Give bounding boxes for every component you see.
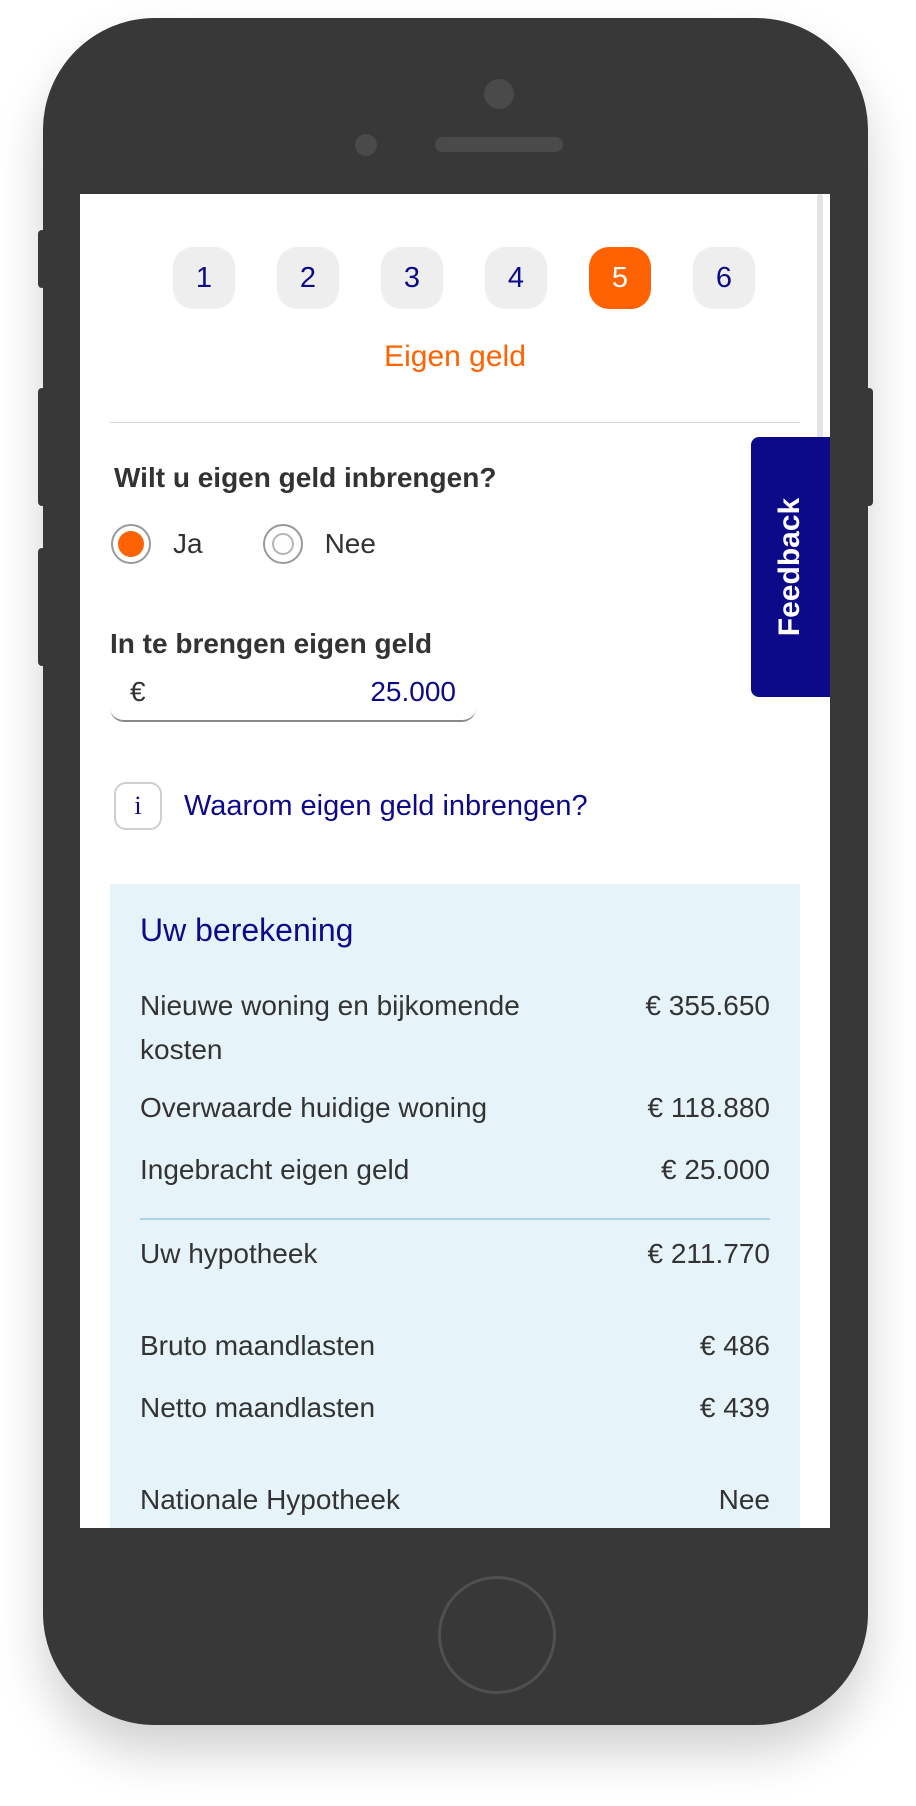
step-1[interactable]: 1: [173, 247, 235, 309]
calc-row-net-monthly: [140, 1386, 770, 1430]
radio-label-nee: Nee: [324, 528, 376, 559]
calculation-title: Uw berekening: [140, 912, 354, 948]
own-money-question: Wilt u eigen geld inbrengen?: [114, 462, 497, 493]
amount-field-label: In te brengen eigen geld: [110, 628, 433, 659]
calc-row-label: Netto maandlasten: [140, 1392, 376, 1423]
calc-row-amount: € 25.000: [661, 1154, 770, 1185]
step-indicator: [173, 247, 755, 309]
calc-row-label: Ingebracht eigen geld: [140, 1154, 410, 1185]
calc-row-amount: € 486: [699, 1330, 770, 1361]
step-title: Eigen geld: [384, 340, 526, 373]
info-icon[interactable]: i: [114, 782, 162, 830]
proximity-sensor: [355, 134, 377, 156]
section-divider: [110, 422, 800, 423]
calculation-panel: [110, 884, 800, 1528]
calc-row-nhg: [140, 1478, 770, 1522]
calc-row-amount: Nee: [718, 1484, 770, 1515]
radio-selected-dot: [118, 531, 144, 557]
mute-switch: [38, 230, 46, 288]
calc-row-label: Overwaarde huidige woning: [140, 1092, 488, 1123]
step-6[interactable]: 6: [693, 247, 755, 309]
front-camera: [484, 79, 514, 109]
calc-row-label: Bruto maandlasten: [140, 1330, 376, 1361]
earpiece-speaker: [435, 137, 563, 152]
why-own-money-text[interactable]: Waarom eigen geld inbrengen?: [184, 789, 588, 822]
home-button[interactable]: [438, 1576, 556, 1694]
radio-empty-ring: [272, 533, 294, 555]
calc-separator: [140, 1218, 770, 1220]
calc-row-amount: € 439: [699, 1392, 770, 1423]
page-scrollbar[interactable]: [817, 194, 823, 474]
amount-value[interactable]: 25.000: [370, 676, 456, 707]
radio-button-nee[interactable]: [263, 524, 303, 564]
feedback-tab[interactable]: [751, 437, 830, 697]
calc-row-new-home: [140, 984, 770, 1072]
volume-up-button: [38, 388, 46, 506]
step-4[interactable]: 4: [485, 247, 547, 309]
step-5[interactable]: 5: [589, 247, 651, 309]
own-money-amount-input[interactable]: [110, 666, 476, 722]
power-button: [865, 388, 873, 506]
step-2[interactable]: 2: [277, 247, 339, 309]
calc-row-amount: € 211.770: [647, 1238, 770, 1269]
calc-row-label: Nationale Hypotheek: [140, 1484, 400, 1515]
calc-row-own-money: [140, 1148, 770, 1192]
feedback-label: Feedback: [773, 497, 807, 637]
calc-row-amount: € 118.880: [647, 1092, 770, 1123]
calc-row-label: Nieuwe woning en bijkomende kosten: [140, 990, 520, 1065]
own-money-radio-group: [111, 524, 376, 564]
volume-down-button: [38, 548, 46, 666]
step-3[interactable]: 3: [381, 247, 443, 309]
radio-option-nee[interactable]: [263, 524, 376, 564]
calc-row-amount: € 355.650: [645, 990, 770, 1021]
currency-symbol: €: [130, 676, 146, 707]
radio-label-ja: Ja: [173, 528, 203, 559]
radio-button-ja[interactable]: [111, 524, 151, 564]
calc-row-mortgage: [140, 1232, 770, 1276]
radio-option-ja[interactable]: [111, 524, 203, 564]
calc-row-surplus: [140, 1086, 770, 1130]
calc-row-label: Uw hypotheek: [140, 1238, 318, 1269]
why-own-money-link[interactable]: [114, 782, 588, 830]
calc-row-gross-monthly: [140, 1324, 770, 1368]
app-screen: [80, 194, 830, 1528]
